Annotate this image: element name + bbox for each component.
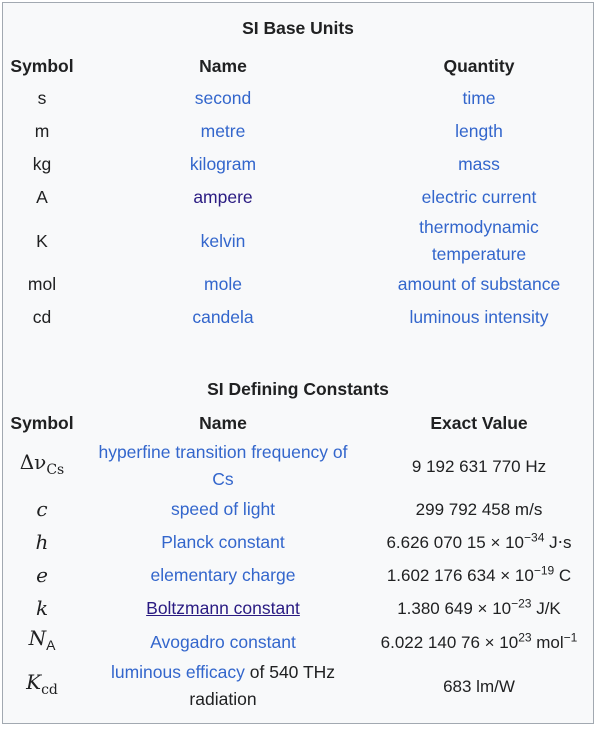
unit-symbol: cd <box>32 307 52 327</box>
constant-value: 1.602 176 $634 \times 10^{-19}$ C <box>386 563 572 585</box>
table-row <box>3 115 593 148</box>
unit-symbol: s <box>37 88 47 108</box>
quantity-line1: thermodynamic <box>419 217 539 237</box>
constant-name-link[interactable]: luminous efficacy <box>110 662 245 682</box>
unit-name-link[interactable]: second <box>194 88 252 108</box>
header-symbol: Symbol <box>10 412 74 433</box>
constants-title: SI Defining Constants <box>207 378 389 399</box>
table-row <box>3 526 593 559</box>
unit-name-link[interactable]: candela <box>192 307 254 327</box>
quantity-link[interactable]: mass <box>458 154 500 174</box>
unit-name-link[interactable]: mole <box>204 274 242 294</box>
constant-value: 683 lm/W <box>443 676 515 696</box>
unit-symbol: A <box>36 187 48 207</box>
constant-symbol: c <box>36 496 48 521</box>
header-exact-value: Exact Value <box>430 412 528 433</box>
quantity-link[interactable]: length <box>455 121 503 141</box>
unit-symbol: m <box>34 121 50 141</box>
constant-value: 6.626 070 $15 \times 10^{-34}$ J⋅s <box>386 530 572 552</box>
constant-value: 9 192 631 770 Hz <box>411 456 547 476</box>
unit-symbol: K <box>36 230 48 251</box>
header-symbol: Symbol <box>10 55 74 76</box>
constant-name-link[interactable]: Avogadro constant <box>150 631 296 652</box>
base-units-title: SI Base Units <box>242 17 354 38</box>
constant-name-link[interactable]: Planck constant <box>161 532 285 552</box>
table-row <box>3 268 593 301</box>
constant-name-link[interactable]: Boltzmann constant <box>146 598 300 618</box>
constant-value: 6.022 140 $76 \times 10^{23}$ mol$^{-1}$ <box>380 629 578 652</box>
quantity-line2: temperature <box>431 244 527 264</box>
table-row <box>3 559 593 592</box>
quantity-link[interactable]: electric current <box>421 187 537 207</box>
table-row <box>3 592 593 625</box>
quantity-link[interactable]: amount of substance <box>397 274 561 294</box>
si-units-infobox <box>2 2 594 724</box>
constant-value: 1.380 $649 \times 10^{-23}$ J/K <box>397 596 561 618</box>
unit-symbol: kg <box>32 154 52 174</box>
constant-name-link[interactable]: speed of light <box>170 499 276 519</box>
constant-value: 299 792 458 m/s <box>415 500 543 519</box>
quantity-link[interactable]: luminous intensity <box>409 307 549 327</box>
table-row <box>3 493 593 526</box>
table-row <box>3 439 593 493</box>
constant-symbol: k <box>35 595 49 620</box>
constant-symbol: $K_{cd}$ <box>26 669 58 698</box>
table-row <box>3 148 593 181</box>
header-name: Name <box>199 412 247 433</box>
header-name: Name <box>199 55 247 76</box>
constant-symbol: h <box>35 529 49 554</box>
constant-symbol: e <box>36 562 48 587</box>
table-row <box>3 659 593 713</box>
header-quantity: Quantity <box>443 55 515 76</box>
unit-name-link[interactable]: kilogram <box>189 154 257 174</box>
quantity-link[interactable] <box>419 217 539 264</box>
quantity-link[interactable]: time <box>462 88 496 108</box>
unit-name-link[interactable]: kelvin <box>200 230 246 251</box>
table-row <box>3 625 593 659</box>
constant-name-link[interactable]: hyperfine transition frequency of Cs <box>98 442 348 489</box>
table-row <box>3 214 593 268</box>
section-spacer <box>3 334 593 368</box>
unit-name-link[interactable]: metre <box>200 121 246 141</box>
unit-name-link[interactable]: ampere <box>193 187 253 207</box>
table-row <box>3 82 593 115</box>
constant-symbol: $\Delta\nu_{Cs}$ <box>19 449 65 478</box>
table-row <box>3 301 593 334</box>
constant-symbol: $N_A$ <box>28 626 56 653</box>
unit-symbol: mol <box>27 274 57 294</box>
si-units-table <box>3 3 593 713</box>
constant-name: luminous efficacy of 540 THz radiation <box>110 662 336 709</box>
table-row <box>3 181 593 214</box>
constant-name-link[interactable]: elementary charge <box>150 565 296 585</box>
